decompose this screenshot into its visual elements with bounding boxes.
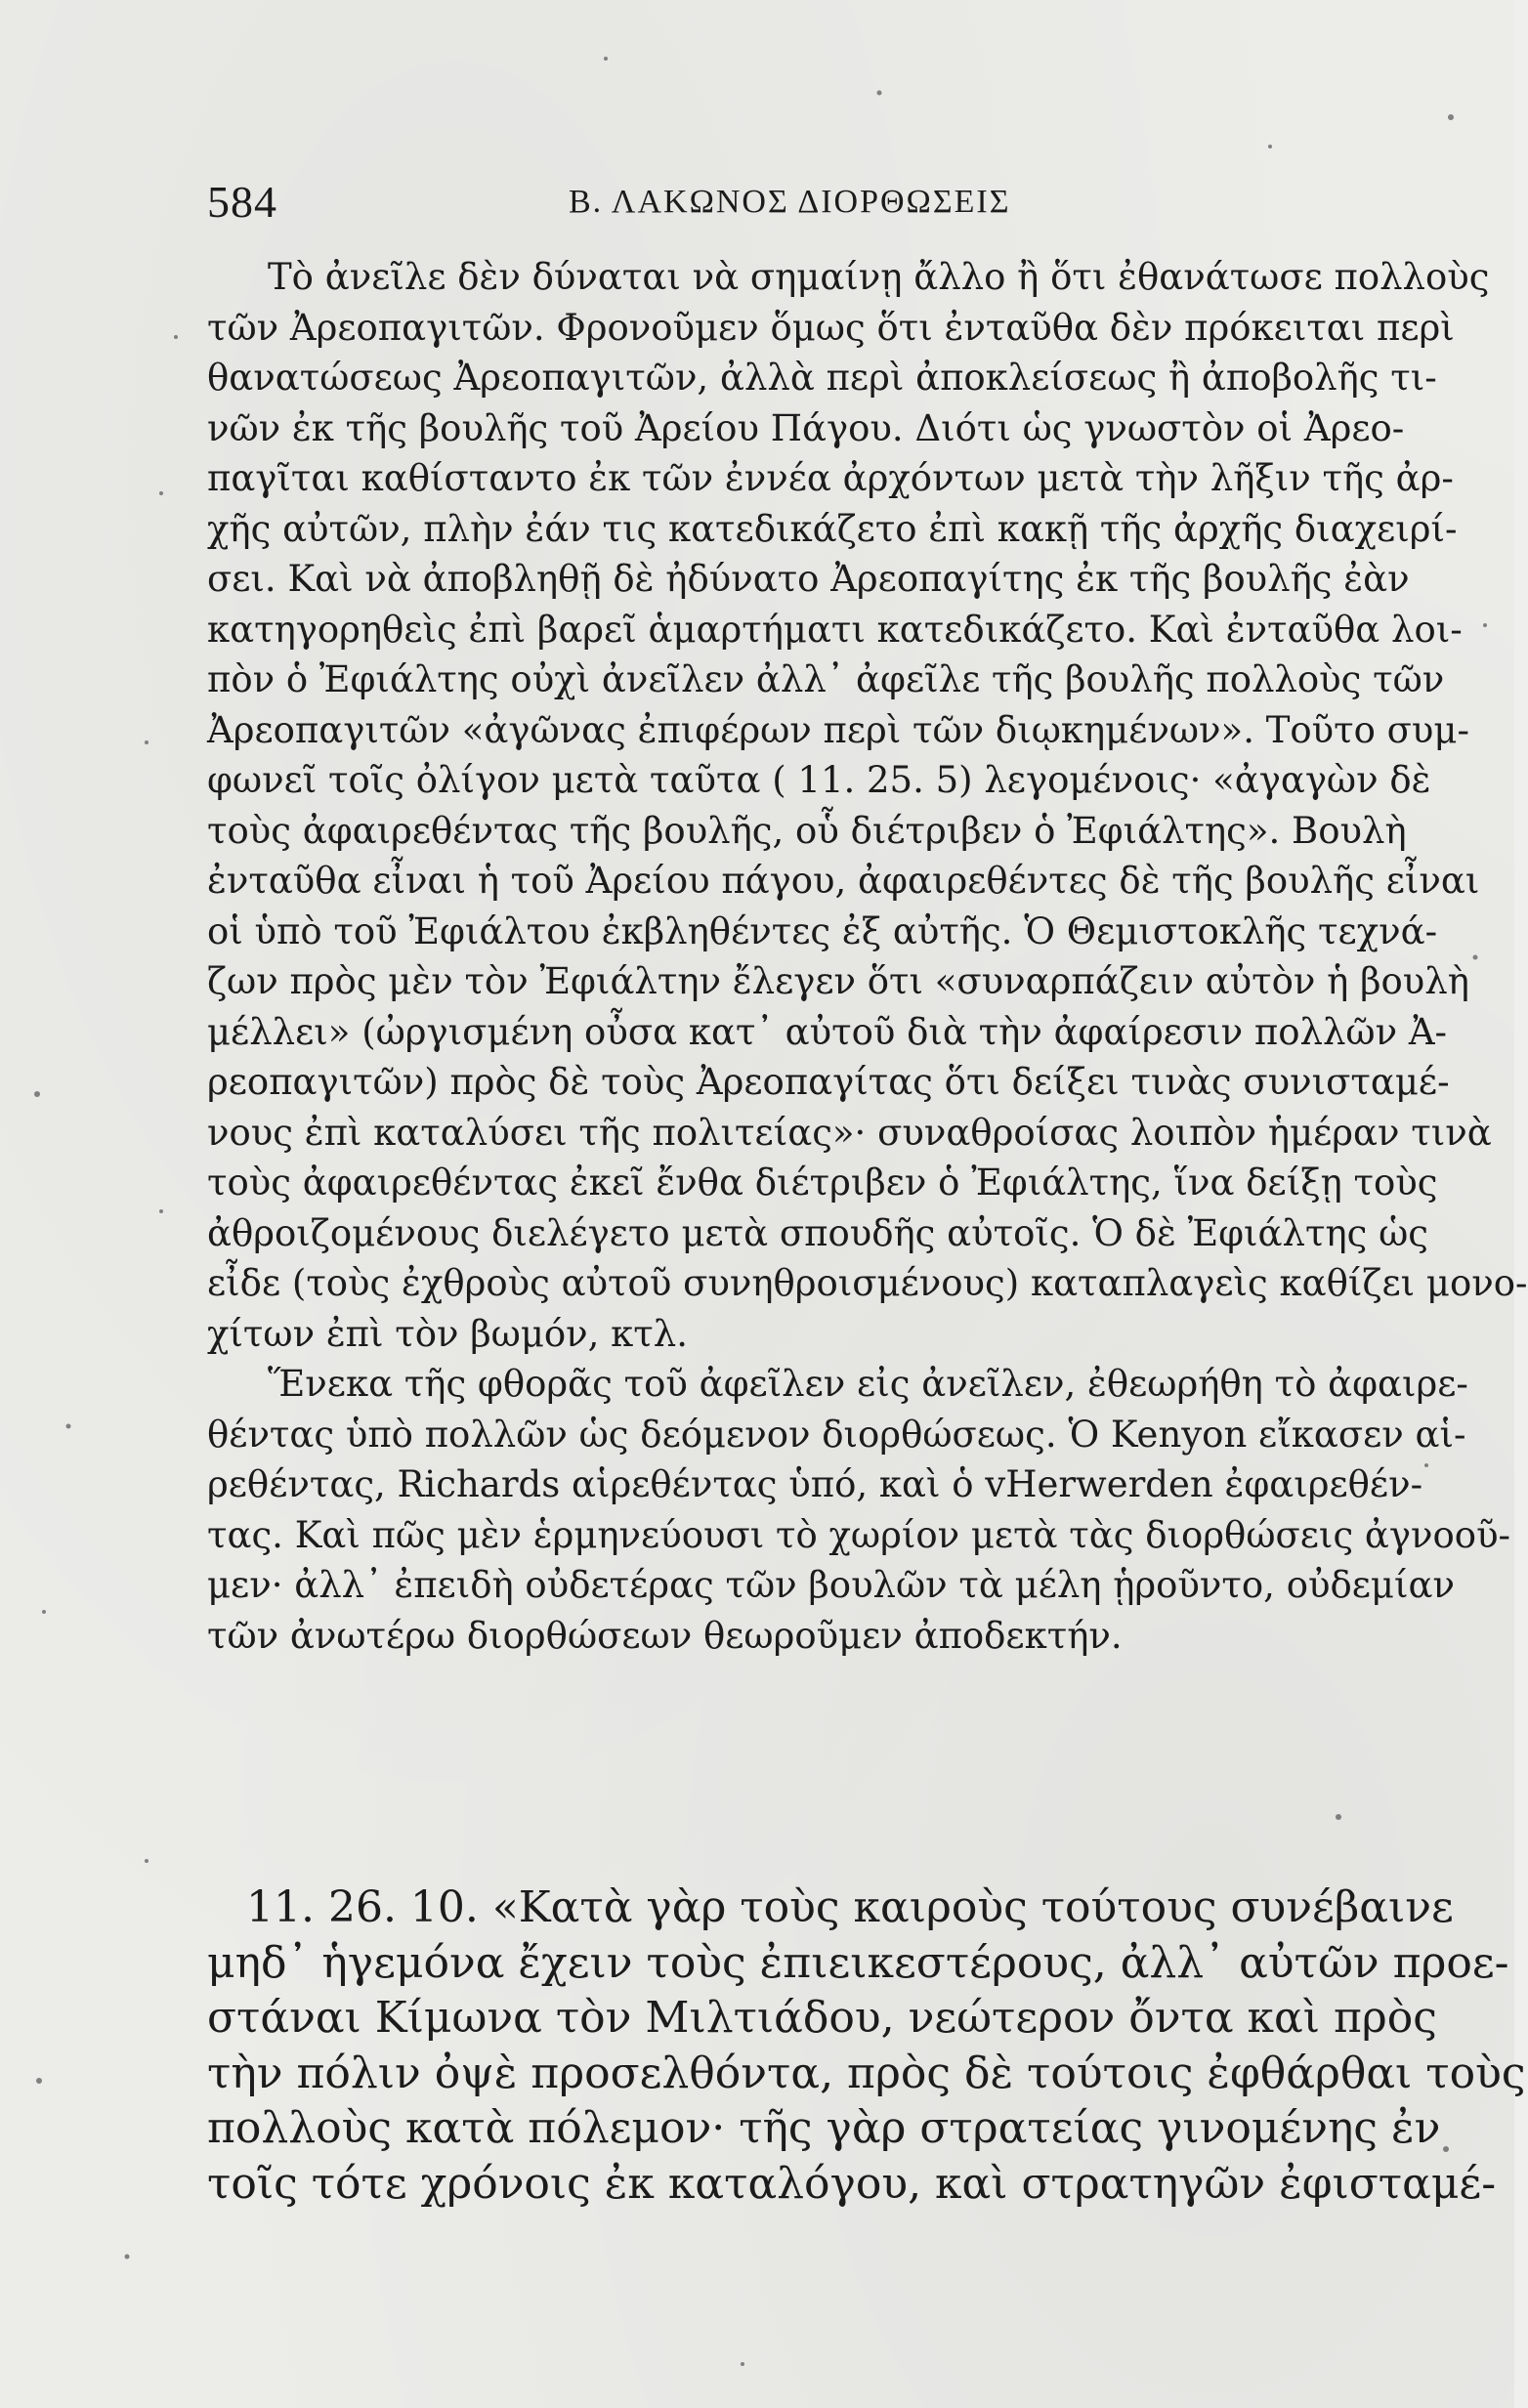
text-line: ἀθροιζομένους διελέγετο μετὰ σπουδῆς αὐτοῖς. Ὁ δὲ Ἐφιάλτης ὡς [207, 1211, 1428, 1254]
page-header [207, 176, 1389, 234]
text-line: τῶν ἀνωτέρω διορθώσεων θεωροῦμεν ἀποδεκτήν. [207, 1614, 1123, 1657]
text-line: μεν· ἀλλ᾽ ἐπειδὴ οὐδετέρας τῶν βουλῶν τὰ μέλη ᾑροῦντο, οὐδεμίαν [207, 1564, 1455, 1606]
text-line: φωνεῖ τοῖς ὀλίγον μετὰ ταῦτα ( 11. 25. 5) λεγομένοις· «ἀγαγὼν δὲ [207, 759, 1431, 801]
page-number: 584 [207, 177, 277, 227]
text-line: Τὸ ἀνεῖλε δὲν δύναται νὰ σημαίνῃ ἄλλο ἢ ὅτι ἐθανάτωσε πολλοὺς [268, 256, 1490, 298]
quote-line: πολλοὺς κατὰ πόλεμον· τῆς γὰρ στρατείας γινομένης ἐν [207, 2103, 1441, 2153]
text-line: ρεοπαγιτῶν) πρὸς δὲ τοὺς Ἀρεοπαγίτας ὅτι δείξει τινὰς συνισταμέ- [207, 1061, 1450, 1103]
text-line: μέλλει» (ὠργισμένη οὖσα κατ᾽ αὐτοῦ διὰ τὴν ἀφαίρεσιν πολλῶν Ἀ- [207, 1010, 1448, 1053]
text-line: τας. Καὶ πῶς μὲν ἑρμηνεύουσι τὸ χωρίον μετὰ τὰς διορθώσεις ἀγνοοῦ- [207, 1513, 1511, 1556]
text-line: σει. Καὶ νὰ ἀποβληθῇ δὲ ἠδύνατο Ἀρεοπαγίτης ἐκ τῆς βουλῆς ἐὰν [207, 558, 1410, 600]
quote-line: 11. 26. 10. «Κατὰ γὰρ τοὺς καιροὺς τούτους συνέβαινε [246, 1882, 1454, 1932]
text-line: εἶδε (τοὺς ἐχθροὺς αὐτοῦ συνηθροισμένους) καταπλαγεὶς καθίζει μονο- [207, 1262, 1528, 1304]
text-line: κατηγορηθεὶς ἐπὶ βαρεῖ ἁμαρτήματι κατεδικάζετο. Καὶ ἐνταῦθα λοι- [207, 608, 1463, 651]
text-line: ρεθέντας, Richards αἱρεθέντας ὑπό, καὶ ὁ vHerwerden ἐφαιρεθέν- [207, 1463, 1423, 1505]
text-line: οἱ ὑπὸ τοῦ Ἐφιάλτου ἐκβληθέντες ἐξ αὐτῆς. Ὁ Θεμιστοκλῆς τεχνά- [207, 909, 1438, 952]
text-line: τῶν Ἀρεοπαγιτῶν. Φρονοῦμεν ὅμως ὅτι ἐνταῦθα δὲν πρόκειται περὶ [207, 306, 1455, 349]
text-line: χῆς αὐτῶν, πλὴν ἐάν τις κατεδικάζετο ἐπὶ κακῇ τῆς ἀρχῆς διαχειρί- [207, 507, 1458, 550]
text-line: Ἕνεκα τῆς φθορᾶς τοῦ ἀφεῖλεν εἰς ἀνεῖλεν, ἐθεωρήθη τὸ ἀφαιρε- [268, 1363, 1468, 1405]
text-line: τοὺς ἀφαιρεθέντας ἐκεῖ ἔνθα διέτριβεν ὁ Ἐφιάλτης, ἵνα δείξῃ τοὺς [207, 1162, 1438, 1204]
text-line: θέντας ὑπὸ πολλῶν ὡς δεόμενον διορθώσεως. Ὁ Kenyon εἴκασεν αἱ- [207, 1413, 1466, 1456]
commentary-paragraphs [207, 252, 1528, 1661]
text-line: θανατώσεως Ἀρεοπαγιτῶν, ἀλλὰ περὶ ἀποκλείσεως ἢ ἀποβολῆς τι- [207, 357, 1437, 399]
text-line: ζων πρὸς μὲν τὸν Ἐφιάλτην ἔλεγεν ὅτι «συναρπάζειν αὐτὸν ἡ βουλὴ [207, 960, 1469, 1002]
text-line: ἐνταῦθα εἶναι ἡ τοῦ Ἀρείου πάγου, ἀφαιρεθέντες δὲ τῆς βουλῆς εἶναι [207, 860, 1480, 902]
text-line: χίτων ἐπὶ τὸν βωμόν, κτλ. [207, 1312, 688, 1355]
text-line: Ἀρεοπαγιτῶν «ἀγῶνας ἐπιφέρων περὶ τῶν διῳκημένων». Τοῦτο συμ- [207, 708, 1469, 751]
text-line: παγῖται καθίσταντο ἐκ τῶν ἐννέα ἀρχόντων μετὰ τὴν λῆξιν τῆς ἀρ- [207, 457, 1454, 499]
text-line: τοὺς ἀφαιρεθέντας τῆς βουλῆς, οὗ διέτριβεν ὁ Ἐφιάλτης». Βουλὴ [207, 809, 1407, 852]
quote-line: τοῖς τότε χρόνοις ἐκ καταλόγου, καὶ στρατηγῶν ἐφισταμέ- [207, 2158, 1497, 2209]
quote-line: μηδ᾽ ἡγεμόνα ἔχειν τοὺς ἐπιεικεστέρους, ἀλλ᾽ αὐτῶν προε- [207, 1937, 1509, 1988]
text-line: νῶν ἐκ τῆς βουλῆς τοῦ Ἀρείου Πάγου. Διότι ὡς γνωστὸν οἱ Ἀρεο- [207, 406, 1405, 449]
quoted-passage [207, 1880, 1526, 2212]
quote-line: στάναι Κίμωνα τὸν Μιλτιάδου, νεώτερον ὄντα καὶ πρὸς [207, 1993, 1437, 2043]
quote-line: τὴν πόλιν ὀψὲ προσελθόντα, πρὸς δὲ τούτοις ἐφθάρθαι τοὺς [207, 2048, 1526, 2098]
text-line: πὸν ὁ Ἐφιάλτης οὐχὶ ἀνεῖλεν ἀλλ᾽ ἀφεῖλε τῆς βουλῆς πολλοὺς τῶν [207, 658, 1445, 700]
text-line: νους ἐπὶ καταλύσει τῆς πολιτείας»· συναθροίσας λοιπὸν ἡμέραν τινὰ [207, 1111, 1492, 1154]
running-head: Β. ΛΑΚΩΝΟΣ ΔΙΟΡΘΩΣΕΙΣ [569, 184, 1011, 220]
